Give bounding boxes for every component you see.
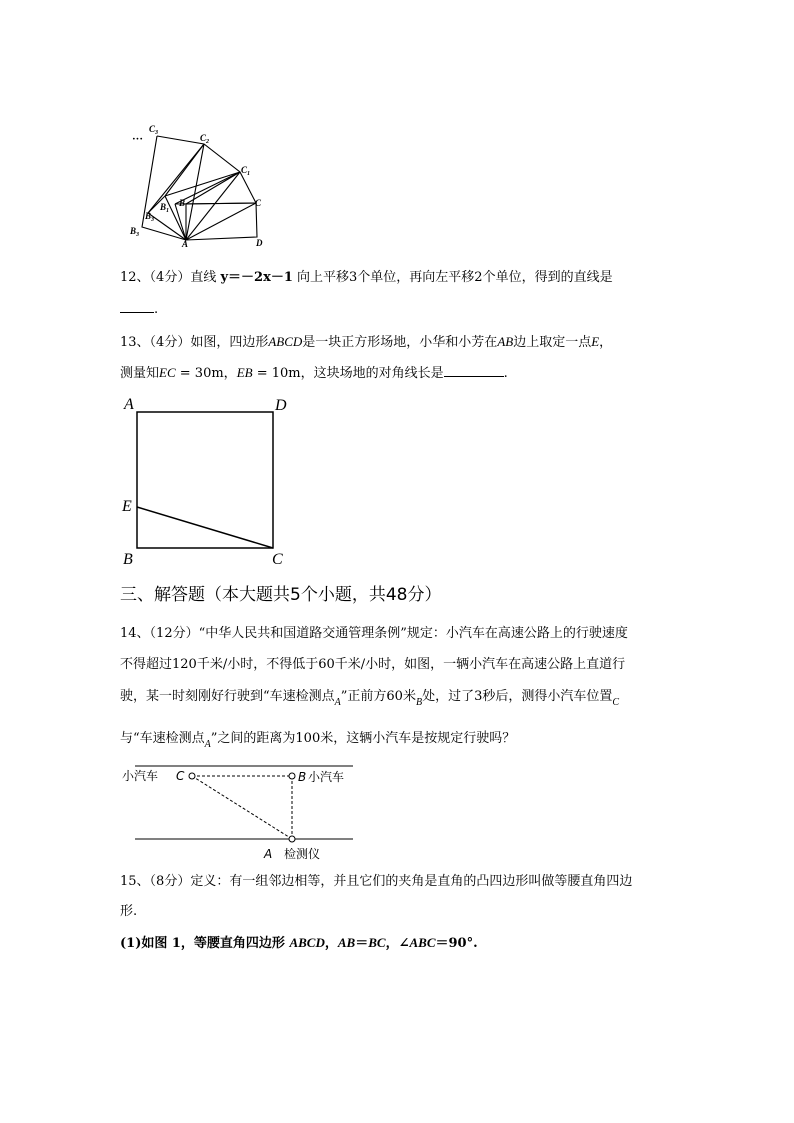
q13-line2-b: ，这块场地的对角线长是	[300, 366, 444, 381]
q15-sub1-d: ＝90°.	[435, 936, 478, 951]
label-B: B	[298, 770, 307, 784]
label-A: A	[182, 239, 189, 248]
label-detector: 检测仪	[284, 847, 321, 861]
label-B3: $B_3$	[130, 226, 140, 238]
q13-line2	[120, 364, 508, 382]
label-B: B	[179, 198, 186, 208]
q13-eb-value: = 10m	[252, 366, 301, 381]
q12-text-a: 直线	[190, 270, 217, 285]
q14-line4-b: ”之间的距离为100米，这辆小汽车是按规定行驶吗？	[210, 731, 516, 746]
q15-sub1-a: (1)如图 1，等腰直角四边形	[120, 936, 290, 951]
q14-line3-b: ”正前方60米	[340, 689, 416, 704]
q14-line3-a: 驶，某一时刻刚好行驶到“车速检测点	[120, 689, 335, 704]
q13-text-a: 如图，四边形	[190, 335, 269, 350]
q14-line3	[120, 689, 619, 706]
label-C: C	[255, 198, 262, 208]
q14-number: 14、	[120, 626, 150, 641]
q12-line2	[120, 300, 158, 318]
q14-line3-c: 处，过了3秒后，测得小汽车位置	[422, 689, 613, 704]
q14-c1: C	[612, 697, 620, 708]
q15-line1-text: 定义：有一组邻边相等，并且它们的夹角是直角的凸四边形叫做等腰直角四边	[190, 874, 633, 889]
q13-sep: ，	[223, 366, 237, 381]
q13-ec-value: = 30m	[175, 366, 224, 381]
label-B: B	[123, 551, 133, 568]
figure-square-abcd	[118, 392, 298, 570]
q13-ec: EC	[159, 365, 176, 380]
q14-line2: 不得超过120千米/小时，不得低于60千米/小时，如图，一辆小汽车在高速公路上直道行	[120, 657, 626, 672]
q12-answer-blank[interactable]	[120, 300, 154, 313]
label-E: E	[122, 498, 132, 515]
q13-score: （4分）	[149, 335, 191, 350]
q13-number: 13、	[120, 335, 150, 350]
q14-line4	[120, 731, 515, 748]
q15-number: 15、	[120, 874, 150, 889]
label-C: C	[272, 551, 283, 568]
q13-eb: EB	[236, 365, 253, 380]
ellipsis-dots: ···	[132, 133, 144, 145]
q13-comma: ，	[599, 335, 613, 350]
q12-line1	[120, 270, 613, 286]
q14-a1: A	[334, 697, 341, 708]
label-C1: $C_1$	[241, 165, 251, 177]
q15-line1	[120, 874, 632, 890]
q13-answer-blank[interactable]	[444, 364, 504, 377]
q13-e: E	[591, 334, 600, 349]
label-B2: $B_3$	[145, 211, 155, 223]
q13-end: .	[503, 366, 508, 381]
q15-sub1-ab: AB	[337, 935, 356, 950]
q15-sub1-c: ，∠	[385, 936, 410, 951]
q12-text-b: 向上平移3个单位，再向左平移2个单位，得到的直线是	[297, 270, 613, 285]
q12-number: 12、	[120, 270, 150, 285]
q15-subquestion-1	[120, 935, 478, 952]
q15-sub1-abcd: ABCD	[289, 935, 325, 950]
q13-abcd: ABCD	[268, 334, 303, 349]
q15-sub1-abc: ABC	[409, 935, 436, 950]
label-D: D	[256, 238, 263, 248]
q14-line1	[120, 626, 628, 642]
q13-text-b: 是一块正方形场地，小华和小芳在	[302, 335, 498, 350]
label-C: C	[176, 769, 185, 783]
q12-score: （4分）	[149, 270, 191, 285]
q15-sub1-bc: BC	[368, 935, 386, 950]
label-B1: $B_1$	[160, 202, 170, 214]
label-A: A	[264, 847, 273, 861]
q15-score: （8分）	[149, 874, 191, 889]
q14-b1: B	[415, 697, 423, 708]
q15-line2: 形.	[120, 904, 138, 919]
q14-a2: A	[204, 739, 211, 750]
section-heading: 三、解答题（本大题共5个小题，共48分）	[120, 585, 442, 605]
q14-line4-a: 与“车速检测点	[120, 731, 205, 746]
q13-ab: AB	[497, 334, 514, 349]
label-car-right: 小汽车	[308, 770, 345, 784]
q13-text-c: 边上取定一点	[513, 335, 592, 350]
label-car-left: 小汽车	[122, 769, 159, 783]
q14-score: （12分）	[149, 626, 199, 641]
label-C3: $C_3$	[149, 124, 159, 136]
q12-end: .	[154, 302, 159, 317]
q15-sub1-eq: ＝	[355, 936, 369, 951]
q12-expression: y＝－2x－1	[220, 270, 293, 285]
figure-car-detector	[118, 760, 358, 865]
label-C2: $C_2$	[200, 133, 210, 145]
label-A: A	[124, 396, 134, 413]
label-D: D	[275, 397, 287, 414]
q13-line1	[120, 334, 612, 351]
q15-sub1-b: ，	[324, 936, 338, 951]
q14-line1-text: “中华人民共和国道路交通管理条例”规定：小汽车在高速公路上的行驶速度	[198, 626, 628, 641]
q13-line2-a: 测量知	[120, 366, 160, 381]
figure-square-spiral	[128, 118, 278, 248]
